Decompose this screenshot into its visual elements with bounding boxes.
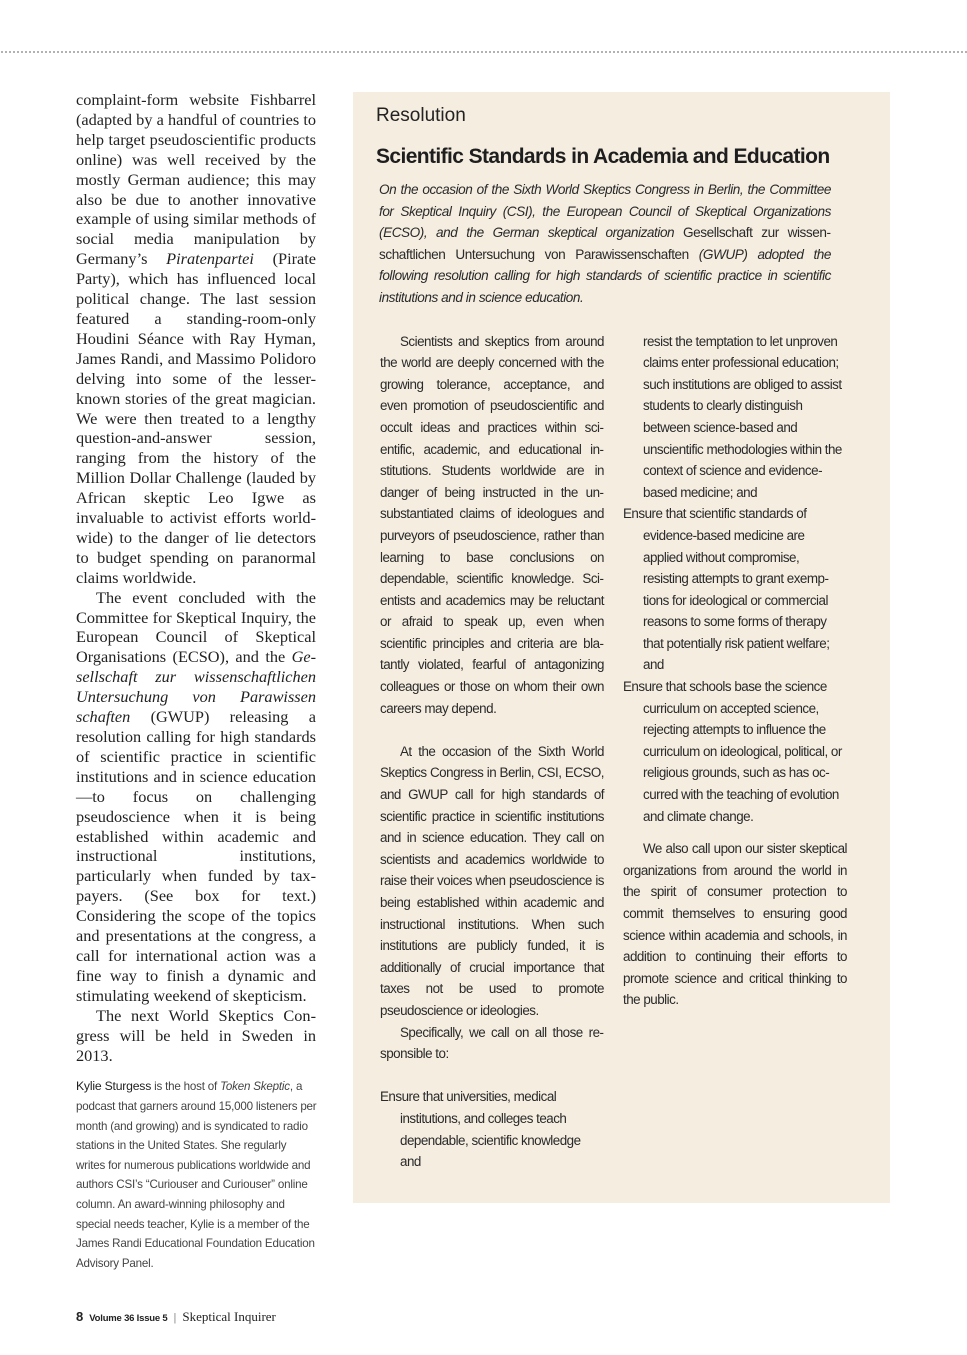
box-column-1 [380,331,604,1173]
box-intro [379,179,831,309]
paragraph: At the occasion of the Sixth World Skeptics Congress in Berlin, CSI, ECSO, and GWUP call for high standards of scientific practice in scientific institutions and in science education. They call on scientists and academics worldwide to raise their voices when pseudoscience is being established within academic and instructional institutions. When such institutions are publicly funded, it is additionally of crucial importance that taxes not be used to promote pseudoscience or ideologies. [380,743,604,1018]
intro-segment: Gesellschaft zur wissenschaftlichen Untersuchung von Parawissenschaften [379,225,831,262]
magazine-name: Skeptical Inquirer [182,1309,276,1325]
paragraph: Specifically, we call on all those responsible to: [380,1024,604,1062]
author-name: Kylie Sturgess [76,1079,152,1094]
footer-separator: | [173,1312,177,1325]
top-dotted-rule [0,50,967,54]
list-item: Ensure that schools base the science curriculum on accepted science, rejecting attempts to influence the curriculum on ideological, political, or religious grounds, such as has occurred with the teaching of evolution and climate change. [623,679,842,824]
text-segment: (Pirate Party), which has influenced local political change. The last session featured a standing-room-only Houdini Séance with Ray Hyman, James Randi, and Massimo Polidoro delving into some of the lesser-known stories of the great magician. We were then treated to a lengthy question-and-answer session, ranging from the history of the Million Dollar Challenge (lauded by African skeptic Leo Igwe as invaluable to activist efforts worldwide) to the danger of lie detectors to budget spending on paranormal claims worldwide. [76,249,316,587]
list-item: Ensure that universities, medical institutions, and colleges teach dependable, scientific knowledge and [380,1089,581,1170]
text-segment: (GWUP) releasing a resolution calling for high standards of scientific practice in scientific institutions and in science education—to focus on challenging pseudoscience when it is being established within academic and instructional institutions, particularly when funded by tax-payers. (See box for text.) Considering the scope of the topics and presentations at the congress, a call for international action was a fine way to finish a dynamic and stimulating weekend of skepticism. [76,707,316,1005]
bio-text: is the host of [151,1080,221,1094]
text-segment: complaint-form website Fishbarrel (adapted by a handful of countries to help target pseudoscientific products online) was well received by the mostly German audience; this may also be due to another innovative example of using similar methods of social media manipulation by Germany’s [76,90,316,269]
resolution-sidebar-box [353,92,890,1203]
text-segment: The next World Skeptics Congress will be held in Sweden in 2013. [76,1005,316,1065]
bio-text: , a podcast that garners around 15,000 listeners per month (and growing) and is syndicated to radio stations in the United States. She regularly writes for numerous publications worldwide and authors CSI’s “Curiouser and Curiouser” online column. An award-winning philosophy and special needs teacher, Kylie is a member of the James Randi Educational Foundation Education Advisory Panel. [76,1080,317,1270]
page-number: 8 [76,1309,84,1325]
left-area [76,90,316,1273]
podcast-name: Token Skeptic [220,1080,290,1094]
list-item-continuation: resist the temptation to let unproven claims enter professional education; such institutions are obliged to assist students to clearly distinguish between science-based and unscientific methodologies within the context of science and evidence-based medicine; and [643,333,842,500]
article-paragraph [76,588,316,1006]
article-left-column [76,90,316,1065]
author-bio [76,1077,318,1273]
box-columns [380,331,867,1173]
text-segment: The event concluded with the Committee for Skeptical Inquiry, the European Council of Skeptical Organisations (ECSO), and the [76,587,316,667]
issue-label: Volume 36 Issue 5 [89,1313,168,1325]
text-segment: Piratenpartei [166,249,254,269]
article-paragraph [76,90,316,588]
list-item: Ensure that scientific standards of evidence-based medicine are applied without compromise, resisting attempts to grant exemptions for ideological or commercial reasons to some forms of therapy that potentially risk patient welfare; and [623,506,830,673]
box-kicker: Resolution [376,105,466,126]
box-column-2 [623,331,847,1011]
paragraph: Scientists and skeptics from around the world are deeply concerned with the growing tolerance, acceptance, and even promotion of pseudoscientific and occult ideas and practices within scientific, academic, and educational institutions. Students worldwide are in danger of being instructed in the unsubstantiated claims of ideologues and purveyors of pseudoscience, rather than learning to base conclusions on dependable, scientific knowledge. Scientists and academics may be reluctant or afraid to speak up, even when scientific principles and criteria are blatantly violated, fearful of antagonizing colleagues or those on whom their own careers may depend. [380,333,604,716]
intro-segment: On the occasion of the Sixth World Skeptics Congress in Berlin, the Committee for Skeptical Inquiry (CSI), the European Council of Skeptical Organizations (ECSO), and the German skeptical organization [379,182,831,241]
intro-segment: (GWUP) adopted the following resolution calling for high standards of scientific practice in scientific institutions and in science education. [379,246,831,305]
box-title: Scientific Standards in Academia and Education [376,145,830,168]
article-paragraph [76,1006,316,1066]
page-footer [76,1309,967,1325]
text-segment: Gesellschaft zur wissenschaftlichen Untersuchung von Parawissen schaften [76,647,316,727]
paragraph: We also call upon our sister skeptical organizations from around the world in the spirit of consumer protection to commit themselves to ensuring good science within academia and schools, in addition to continuing their efforts to promote science and critical thinking to the public. [623,841,847,1008]
